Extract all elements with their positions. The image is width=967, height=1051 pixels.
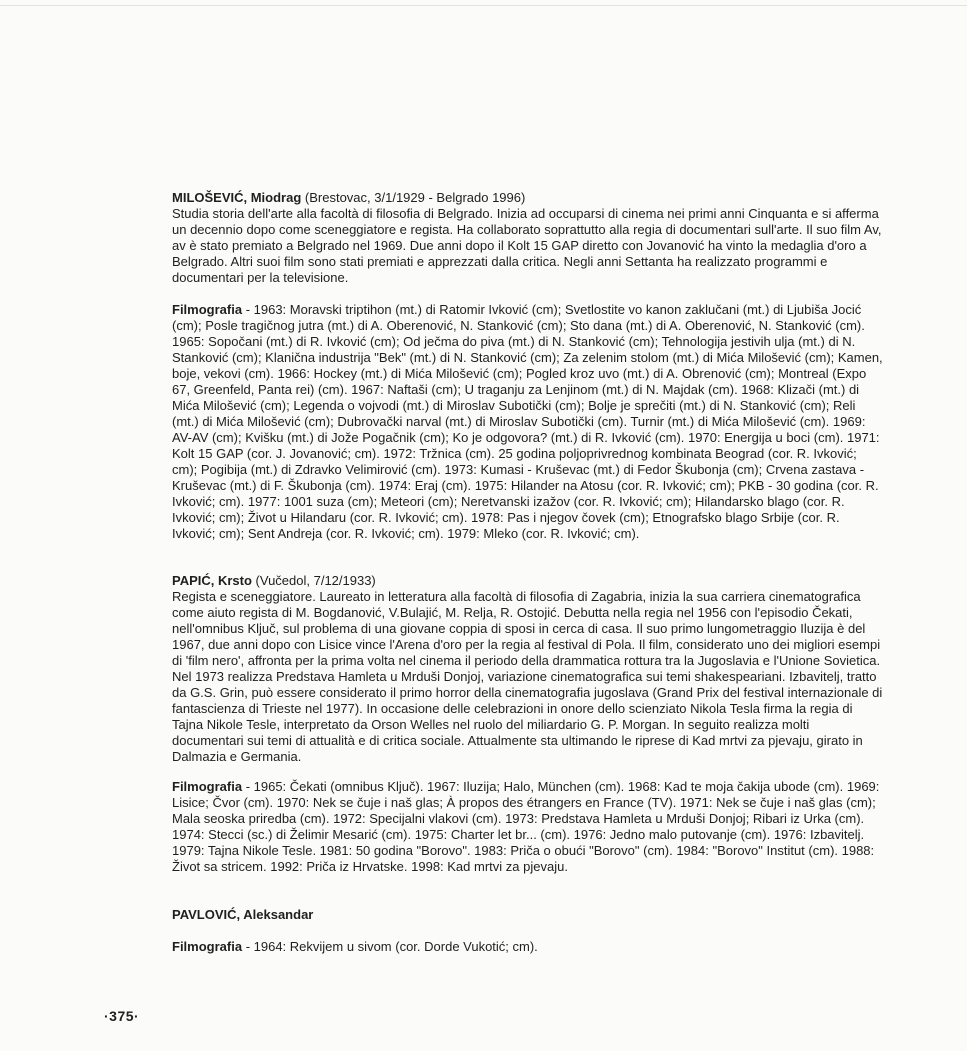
top-rule <box>0 5 967 6</box>
entry-dates: (Brestovac, 3/1/1929 - Belgrado 1996) <box>301 190 526 205</box>
filmography-label: Filmografia <box>172 779 243 794</box>
entry-heading <box>172 907 884 923</box>
filmography-label: Filmografia <box>172 939 243 954</box>
filmography-label: Filmografia <box>172 302 243 317</box>
entry-papic <box>172 573 884 874</box>
entry-dates: (Vučedol, 7/12/1933) <box>251 573 376 588</box>
entry-heading <box>172 573 884 589</box>
filmography-text: - 1965: Čekati (omnibus Ključ). 1967: Iluzija; Halo, München (cm). 1968: Kad te moja čakija ubode (cm). 1969: Lisice; Čvor (cm). 1970: Nek se čuje i naš glas; À propos des étrangers en France (TV). 1971: Nek se čuje i naš glas (cm); Mala seoska priredba (cm). 1972: Specijalni vlakovi (cm). 1973: Predstava Hamleta u Mrduši Donjoj; Ribari iz Urka (cm). 1974: Stecci (sc.) di Želimir Mesarić (cm). 1975: Charter let br... (cm). 1976: Jedno malo putovanje (cm). 1976: Izbavitelj. 1979: Tajna Nikole Tesle. 1981: 50 godina "Borovo". 1983: Priča o obući "Borovo" (cm). 1984: "Borovo" Institut (cm). 1988: Život sa stricem. 1992: Priča iz Hrvatske. 1998: Kad mrtvi za pjevaju. <box>172 779 880 874</box>
entry-name: PAVLOVIĆ, Aleksandar <box>172 907 314 922</box>
entry-filmography <box>172 779 884 875</box>
entry-bio: Regista e sceneggiatore. Laureato in letteratura alla facoltà di filosofia di Zagabria, inizia la sua carriera cinematografica come aiuto regista di M. Bogdanović, V.Bulajić, M. Relja, R. Ostojić. Debutta nella regia nel 1956 con l'episodio Čekati, nell'omnibus Ključ, sul problema di una giovane coppia di sposi in cerca di casa. Il suo primo lungometraggio Iluzija è del 1967, due anni dopo con Lisice vince l'Arena d'oro per la regia al festival di Pola. Il film, considerato uno dei migliori esempi di 'film nero', affronta per la prima volta nel cinema il periodo della drammatica rottura tra la Jugoslavia e l'Unione Sovietica. Nel 1973 realizza Predstava Hamleta u Mrduši Donjoj, variazione cinematografica sui temi shakespeariani. Izbavitelj, tratto da G.S. Grin, può essere considerato il primo horror della cinematografia jugoslava (Grand Prix del festival internazionale di fantascienza di Trieste nel 1977). In occasione delle celebrazioni in onore dello scienziato Nikola Tesla firma la regia di Tajna Nikole Tesle, interpretato da Orson Welles nel ruolo del miliardario G. P. Morgan. In seguito realizza molti documentari sui temi di attualità e di critica sociale. Attualmente sta ultimando le riprese di Kad mrtvi za pjevaju, girato in Dalmazia e Germania. <box>172 589 883 764</box>
page-number: ·375· <box>104 1008 140 1024</box>
entry-name: PAPIĆ, Krsto <box>172 573 252 588</box>
entry-filmography <box>172 302 884 542</box>
entry-bio: Studia storia dell'arte alla facoltà di filosofia di Belgrado. Inizia ad occuparsi di cinema nei primi anni Cinquanta e si afferma un decennio dopo come sceneggiatore e regista. Ha collaborato soprattutto alla regia di documentari sull'arte. Il suo film Av, av è stato premiato a Belgrado nel 1969. Due anni dopo il Kolt 15 GAP diretto con Jovanović ha vinto la medaglia d'oro a Belgrado. Altri suoi film sono stati premiati e apprezzati dalla critica. Negli anni Settanta ha realizzato programmi e documentari per la televisione. <box>172 206 882 285</box>
entry-filmography <box>172 939 884 955</box>
entry-pavlovic <box>172 907 884 954</box>
entry-milosevic <box>172 190 884 541</box>
entry-name: MILOŠEVIĆ, Miodrag <box>172 190 302 205</box>
entry-heading <box>172 190 884 206</box>
filmography-text: - 1964: Rekvijem u sivom (cor. Dorde Vukotić; cm). <box>242 939 538 954</box>
filmography-text: - 1963: Moravski triptihon (mt.) di Ratomir Ivković (cm); Svetlostite vo kanon zaklučani (mt.) di Ljubiša Jocić (cm); Posle tragičnog jutra (mt.) di A. Oberenović, N. Stanković (cm); Sto dana (mt.) di A. Oberenović, N. Stanković (cm). 1965: Sopočani (mt.) di R. Ivković (cm); Od ječma do piva (mt.) di N. Stanković (cm); Tehnologija jestivih ulja (mt.) di N. Stanković (cm); Klanična industrija "Bek" (mt.) di N. Stanković (cm); Za zelenim stolom (mt.) di Mića Milošević (cm); Kamen, boje, vekovi (cm). 1966: Hockey (mt.) di Mića Milošević (cm); Pogled kroz uvo (mt.) di A. Obrenović (cm); Montreal (Expo 67, Greenfeld, Panta rei) (cm). 1967: Naftaši (cm); U traganju za Lenjinom (mt.) di N. Majdak (cm). 1968: Klizači (mt.) di Mića Milošević (cm); Legenda o vojvodi (mt.) di Miroslav Subotički (cm); Bolje je sprečiti (mt.) di N. Stanković (cm); Reli (mt.) di Mića Milošević (cm); Dubrovački narval (mt.) di Miroslav Subotički (cm). Turnir (mt.) di Mića Milošević (cm). 1969: AV-AV (cm); Kvišku (mt.) di Jože Pogačnik (cm); Ko je odgovora? (mt.) di R. Ivković (cm). 1970: Energija u boci (cm). 1971: Kolt 15 GAP (cor. J. Jovanović; cm). 1972: Tržnica (cm). 25 godina poljoprivrednog kombinata Beograd (cor. R. Ivković; cm); Pogibija (mt.) di Zdravko Velimirović (cm). 1973: Kumasi - Kruševac (mt.) di Fedor Škubonja (cm); Crvena zastava - Kruševac (mt.) di F. Škubonja (cm). 1974: Eraj (cm). 1975: Hilander na Atosu (cor. R. Ivković; cm); PKB - 30 godina (cor. R. Ivković; cm). 1977: 1001 suza (cm); Meteori (cm); Neretvanski izažov (cor. R. Ivković; cm); Hilandarsko blago (cor. R. Ivković; cm); Život u Hilandaru (cor. R. Ivković; cm). 1978: Pas i njegov čovek (cm); Etnografsko blago Srbije (cor. R. Ivković; cm); Sent Andreja (cor. R. Ivković; cm). 1979: Mleko (cor. R. Ivković; cm). <box>172 302 883 541</box>
